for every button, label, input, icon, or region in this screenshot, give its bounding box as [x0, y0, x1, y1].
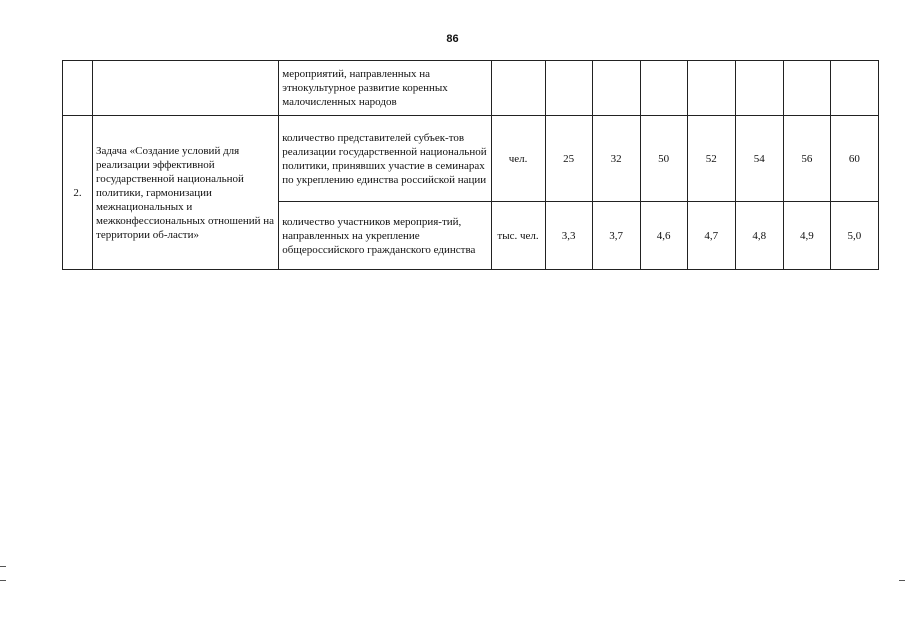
indicator-value: 56: [783, 116, 830, 202]
indicator-value: 50: [640, 116, 687, 202]
indicator-name: количество представителей субъек-тов реализации государственной национальной политики, принявших участие в семинарах по укреплению единства российской нации: [279, 116, 491, 202]
indicator-value: 52: [687, 116, 735, 202]
indicator-value: 4,7: [687, 202, 735, 270]
indicator-unit: чел.: [491, 116, 545, 202]
value-cell: [687, 61, 735, 116]
indicator-value: 4,8: [735, 202, 783, 270]
task-index: 2.: [63, 116, 93, 270]
indicator-value: 60: [830, 116, 878, 202]
value-cell: [545, 61, 592, 116]
indicator-value: 3,7: [592, 202, 640, 270]
value-cell: [592, 61, 640, 116]
indicator-value: 54: [735, 116, 783, 202]
task-description: Задача «Создание условий для реализации эффективной государственной национальной политики, гармонизации межнациональных и межконфессиональных отношений на территории об-ласти»: [93, 116, 279, 270]
value-cell: [640, 61, 687, 116]
scan-mark: [0, 580, 6, 581]
indicator-value: 5,0: [830, 202, 878, 270]
indicator-value: 4,9: [783, 202, 830, 270]
unit-cell: [491, 61, 545, 116]
continuation-row: [63, 61, 879, 116]
index-cell: [63, 61, 93, 116]
indicators-table: [62, 60, 879, 270]
indicator-value: 32: [592, 116, 640, 202]
value-cell: [830, 61, 878, 116]
table-row: [63, 116, 879, 202]
indicator-unit: тыс. чел.: [491, 202, 545, 270]
indicator-name: количество участников мероприя-тий, направленных на укрепление общероссийского гражданского единства: [279, 202, 491, 270]
value-cell: [783, 61, 830, 116]
value-cell: [735, 61, 783, 116]
indicator-value: 4,6: [640, 202, 687, 270]
scan-mark: [899, 580, 905, 581]
indicator-value: 3,3: [545, 202, 592, 270]
scan-mark: [0, 566, 6, 567]
indicator-cell: мероприятий, направленных на этнокультурное развитие коренных малочисленных народов: [279, 61, 491, 116]
indicator-value: 25: [545, 116, 592, 202]
task-cell: [93, 61, 279, 116]
page-number: 86: [446, 33, 459, 45]
